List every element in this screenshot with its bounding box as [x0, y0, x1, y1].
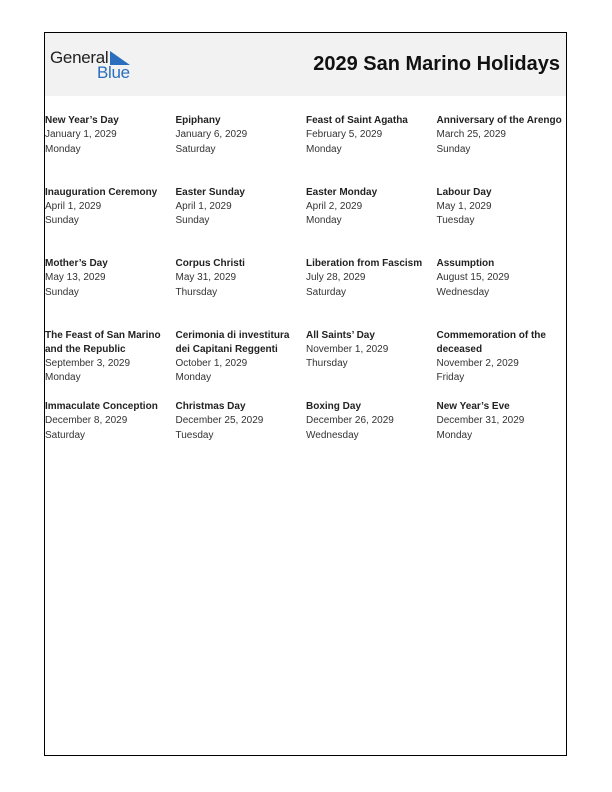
holiday-date: January 6, 2029 [175, 129, 248, 141]
holiday-weekday: Sunday [45, 286, 79, 298]
holiday-date: April 1, 2029 [45, 200, 102, 212]
holiday-entry [306, 400, 432, 443]
holiday-entry [45, 257, 171, 300]
holiday-date: October 1, 2029 [175, 358, 248, 370]
holiday-name: Liberation from Fascism [306, 258, 423, 269]
holiday-entry [437, 257, 563, 300]
holiday-name: Epiphany [175, 115, 221, 126]
holiday-name: Assumption [436, 258, 495, 269]
holiday-entry [176, 186, 302, 229]
holiday-date: May 13, 2029 [45, 272, 106, 284]
page-title: 2029 San Marino Holidays [313, 53, 560, 75]
holiday-weekday: Monday [45, 372, 81, 384]
holiday-name: Corpus Christi [175, 258, 245, 269]
holiday-entry [306, 186, 432, 229]
holiday-name: Cerimonia di investitura dei Capitani Reggenti [175, 329, 290, 355]
holiday-date: May 31, 2029 [175, 272, 237, 284]
holiday-weekday: Monday [306, 215, 342, 227]
holiday-date: December 26, 2029 [306, 415, 394, 427]
holiday-entry [45, 400, 171, 443]
page-header [45, 33, 566, 96]
holiday-name: Easter Monday [306, 186, 378, 198]
holiday-weekday: Saturday [175, 143, 216, 155]
holiday-weekday: Wednesday [436, 286, 490, 298]
holiday-date: February 5, 2029 [306, 129, 383, 141]
holiday-weekday: Thursday [175, 286, 218, 298]
holiday-entry [176, 257, 302, 300]
holiday-date: July 28, 2029 [306, 272, 366, 284]
holiday-entry [176, 400, 302, 443]
holiday-date: November 2, 2029 [436, 358, 519, 370]
holiday-date: December 31, 2029 [436, 415, 525, 427]
holiday-date: August 15, 2029 [436, 272, 510, 284]
holiday-weekday: Sunday [436, 143, 471, 155]
holiday-date: December 8, 2029 [45, 415, 128, 427]
holiday-weekday: Tuesday [436, 215, 475, 227]
holiday-weekday: Sunday [175, 215, 210, 227]
holiday-weekday: Monday [306, 143, 342, 155]
holiday-name: New Year’s Eve [436, 401, 510, 412]
holiday-name: Commemoration of the deceased [436, 329, 546, 355]
logo-text-blue: Blue [97, 63, 130, 82]
holiday-weekday: Monday [436, 429, 473, 441]
holiday-date: May 1, 2029 [436, 200, 492, 212]
holiday-date: April 2, 2029 [306, 200, 363, 212]
holiday-weekday: Saturday [45, 429, 86, 441]
holiday-date: September 3, 2029 [45, 358, 131, 370]
holiday-entry [437, 400, 563, 443]
holiday-weekday: Monday [45, 143, 81, 155]
holiday-name: Feast of Saint Agatha [306, 115, 408, 126]
holiday-name: New Year’s Day [45, 115, 119, 126]
logo-text-general: General [50, 48, 109, 67]
holiday-entry [45, 329, 171, 386]
holiday-weekday: Sunday [45, 215, 79, 227]
holiday-date: April 1, 2029 [175, 200, 232, 212]
holiday-entry [437, 186, 563, 229]
holiday-entry [176, 114, 302, 157]
holiday-entry [437, 329, 563, 386]
holiday-entry [306, 257, 432, 300]
holiday-weekday: Saturday [306, 286, 347, 298]
holiday-date: December 25, 2029 [175, 415, 264, 427]
holiday-date: January 1, 2029 [45, 129, 117, 141]
holiday-name: Boxing Day [306, 401, 362, 412]
holiday-entry [306, 114, 432, 157]
holiday-weekday: Monday [175, 372, 212, 384]
holiday-entry [45, 114, 171, 157]
holiday-name: All Saints’ Day [306, 329, 375, 341]
holiday-name: Immaculate Conception [45, 401, 158, 412]
holiday-name: The Feast of San Marino and the Republic [45, 329, 161, 355]
holiday-entry [176, 329, 302, 386]
holiday-name: Labour Day [436, 186, 492, 198]
holiday-date: March 25, 2029 [436, 129, 506, 141]
holiday-name: Inauguration Ceremony [45, 186, 158, 198]
generalblue-logo [50, 48, 140, 84]
holiday-weekday: Wednesday [306, 429, 359, 441]
holiday-weekday: Friday [436, 372, 465, 384]
holiday-entry [306, 329, 432, 372]
holiday-name: Christmas Day [175, 401, 246, 412]
holiday-entry [45, 186, 171, 229]
holiday-entry [437, 114, 563, 157]
holiday-name: Anniversary of the Arengo [436, 115, 562, 126]
holiday-date: November 1, 2029 [306, 343, 389, 355]
holiday-name: Mother’s Day [45, 258, 108, 269]
holiday-weekday: Tuesday [175, 429, 214, 441]
holiday-name: Easter Sunday [175, 186, 245, 198]
holiday-weekday: Thursday [306, 358, 348, 370]
